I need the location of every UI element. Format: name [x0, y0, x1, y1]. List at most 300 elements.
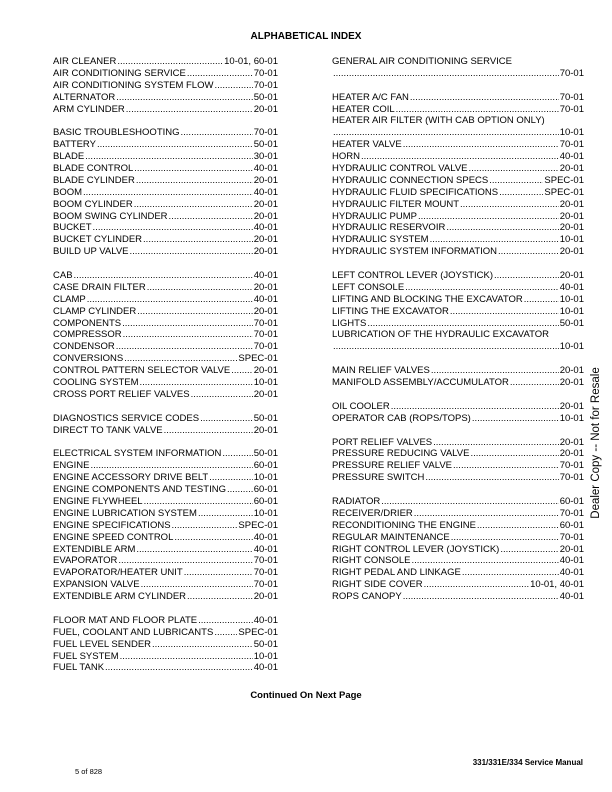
index-entry-label: FUEL LEVEL SENDER — [53, 638, 152, 650]
index-entry-label: CROSS PORT RELIEF VALVES — [53, 388, 190, 400]
index-entry — [332, 496, 584, 508]
index-entry-label: CONVERSIONS — [53, 353, 124, 365]
index-entry — [332, 92, 584, 104]
index-entry-label: PRESSURE RELIEF VALVE — [332, 460, 453, 472]
index-entry-page: SPEC-01 — [238, 353, 278, 365]
index-entry-label: ROPS CANOPY — [332, 591, 402, 603]
index-entry — [332, 460, 584, 472]
index-entry-label: ENGINE — [53, 460, 90, 472]
dot-leader — [174, 532, 252, 544]
index-entry-label: FLOOR MAT AND FLOOR PLATE — [53, 614, 198, 626]
index-entry — [332, 520, 584, 532]
index-entry — [53, 353, 278, 365]
index-entry — [53, 662, 278, 674]
index-entry-page: 70-01 — [559, 507, 584, 519]
dot-leader — [499, 187, 543, 199]
index-entry — [332, 341, 584, 353]
index-entry-label: ENGINE LUBRICATION SYSTEM — [53, 507, 197, 519]
index-entry-page: 70-01 — [253, 555, 278, 567]
index-entry-label: FUEL SYSTEM — [53, 650, 119, 662]
dot-leader — [462, 567, 559, 579]
index-entry — [53, 448, 278, 460]
index-entry-label: ENGINE SPEED CONTROL — [53, 531, 174, 543]
index-entry — [53, 651, 278, 663]
index-entry-label: RECONDITIONING THE ENGINE — [332, 519, 476, 531]
index-entry-page: 70-01 — [559, 472, 584, 484]
index-entry — [53, 92, 278, 104]
index-entry-label: MAIN RELIEF VALVES — [332, 365, 430, 377]
index-entry-label: ALTERNATOR — [53, 91, 116, 103]
index-entry — [332, 199, 584, 211]
index-entry-label: BLADE — [53, 151, 85, 163]
index-entry-label: CASE DRAIN FILTER — [53, 281, 146, 293]
dot-leader — [222, 448, 252, 460]
index-entry — [53, 80, 278, 92]
index-entry-page: 50-01 — [253, 412, 278, 424]
index-entry-page: 40-01 — [253, 222, 278, 234]
index-entry — [53, 234, 278, 246]
index-entry-page: 70-01 — [559, 460, 584, 472]
index-entry — [332, 151, 584, 163]
dot-leader — [122, 318, 253, 330]
index-entry — [53, 532, 278, 544]
dot-leader — [123, 329, 253, 341]
index-entry-page: 70-01 — [253, 127, 278, 139]
index-entry-label: CONDENSOR — [53, 341, 115, 353]
dot-leader — [381, 496, 558, 508]
index-entry — [53, 329, 278, 341]
index-entry-label: LIFTING AND BLOCKING THE EXCAVATOR — [332, 293, 523, 305]
index-entry-label: HEATER VALVE — [332, 139, 402, 151]
index-entry-page: 20-01 — [253, 210, 278, 222]
dot-leader — [144, 496, 253, 508]
index-entry-page: 10-01 — [559, 412, 584, 424]
index-entry-page: 40-01 — [559, 151, 584, 163]
index-entry-page: 40-01 — [559, 567, 584, 579]
index-entry — [53, 139, 278, 151]
index-entry — [332, 139, 584, 151]
dot-leader — [181, 127, 253, 139]
index-entry-label: RECEIVER/DRIER — [332, 507, 413, 519]
dot-leader — [489, 175, 543, 187]
index-entry-page: 70-01 — [559, 139, 584, 151]
dot-leader — [431, 365, 559, 377]
index-entry-page: 10-01 — [253, 507, 278, 519]
index-entry-page: 70-01 — [559, 531, 584, 543]
index-entry-page: 20-01 — [559, 210, 584, 222]
index-entry — [53, 496, 278, 508]
index-entry-page: 20-01 — [253, 198, 278, 210]
index-entry-page: 40-01 — [253, 293, 278, 305]
index-entry-page: 70-01 — [253, 567, 278, 579]
dot-leader — [134, 199, 253, 211]
index-entry — [53, 222, 278, 234]
index-entry-page: 40-01 — [559, 281, 584, 293]
index-entry-page: 10-01 — [559, 293, 584, 305]
index-entry-label: CLAMP CYLINDER — [53, 305, 137, 317]
index-entry-page: 10-01, 60-01 — [224, 56, 278, 67]
index-entry-page: 20-01 — [559, 198, 584, 210]
dot-leader — [214, 627, 237, 639]
dot-leader — [93, 222, 253, 234]
index-entry — [332, 508, 584, 520]
index-entry — [332, 56, 584, 68]
dot-leader — [118, 555, 252, 567]
dot-leader — [124, 353, 237, 365]
index-entry — [332, 591, 584, 603]
index-entry — [53, 508, 278, 520]
index-entry — [332, 234, 584, 246]
index-entry — [332, 579, 584, 591]
index-entry — [332, 211, 584, 223]
index-entry-page: 40-01 — [253, 186, 278, 198]
dot-leader — [414, 508, 559, 520]
dot-leader — [524, 294, 559, 306]
index-gap — [53, 401, 278, 413]
index-entry — [332, 115, 584, 127]
dot-leader — [136, 175, 253, 187]
index-entry — [332, 246, 584, 258]
index-entry — [332, 472, 584, 484]
index-entry — [332, 127, 584, 139]
index-entry-page: 20-01 — [559, 377, 584, 389]
index-entry-label: OIL COOLER — [332, 400, 390, 412]
continued-note: Continued On Next Page — [250, 690, 362, 701]
index-entry-label: CONTROL PATTERN SELECTOR VALVE — [53, 365, 231, 377]
index-entry — [53, 579, 278, 591]
index-entry-page: 20-01 — [559, 246, 584, 258]
dot-leader — [333, 68, 559, 80]
index-entry — [53, 56, 278, 68]
index-entry-page: 10-01 — [559, 127, 584, 139]
index-entry — [332, 282, 584, 294]
index-entry — [53, 520, 278, 532]
index-entry-page: 60-01 — [559, 519, 584, 531]
index-entry — [332, 532, 584, 544]
index-entry-page: 60-01 — [253, 495, 278, 507]
index-entry — [53, 294, 278, 306]
index-entry-page: 10-01 — [559, 234, 584, 246]
index-entry-label: RIGHT CONTROL LEVER (JOYSTICK) — [332, 543, 500, 555]
dot-leader — [510, 377, 559, 389]
index-entry-label: DIAGNOSTICS SERVICE CODES — [53, 412, 200, 424]
index-entry — [53, 425, 278, 437]
index-entry-page: 40-01 — [253, 163, 278, 175]
index-entry-page: 10-01 — [559, 305, 584, 317]
dot-leader — [83, 187, 253, 199]
dot-leader — [187, 591, 253, 603]
index-entry — [53, 365, 278, 377]
dot-leader — [74, 270, 253, 282]
index-entry-page: SPEC-01 — [544, 186, 584, 198]
dot-leader — [116, 92, 252, 104]
dot-leader — [143, 234, 253, 246]
index-entry-label: HYDRAULIC CONTROL VALVE — [332, 163, 468, 175]
dot-leader — [333, 341, 559, 353]
index-entry-label: CLAMP — [53, 293, 86, 305]
index-entry — [53, 413, 278, 425]
index-entry-page: 70-01 — [253, 329, 278, 341]
index-entry-label: HYDRAULIC SYSTEM INFORMATION — [332, 246, 498, 258]
index-entry-label: EXPANSION VALVE — [53, 579, 140, 591]
dot-leader — [164, 425, 253, 437]
index-entry-label: BOOM — [53, 186, 83, 198]
index-entry — [332, 401, 584, 413]
index-gap — [332, 353, 584, 365]
index-entry-label: LIGHTS — [332, 317, 367, 329]
index-entry — [332, 187, 584, 199]
index-entry-label: ENGINE SPECIFICATIONS — [53, 519, 171, 531]
index-entry-page: 20-01 — [253, 174, 278, 186]
dot-leader — [120, 651, 253, 663]
dot-leader — [425, 472, 558, 484]
index-column-left — [53, 56, 278, 674]
index-entry-page: 10-01 — [253, 472, 278, 484]
index-entry-page: 50-01 — [253, 91, 278, 103]
index-entry-page: 50-01 — [253, 139, 278, 151]
index-entry-page: 20-01 — [559, 222, 584, 234]
dot-leader — [367, 318, 558, 330]
index-entry-label: HORN — [332, 151, 360, 163]
index-entry-page: 20-01 — [253, 424, 278, 436]
index-entry-page: 20-01 — [559, 270, 584, 282]
index-entry-page: 10-01, 40-01 — [530, 579, 584, 591]
index-entry-label: RADIATOR — [332, 495, 381, 507]
index-entry-label: LIFTING THE EXCAVATOR — [332, 305, 449, 317]
dot-leader — [494, 270, 559, 282]
index-entry — [53, 318, 278, 330]
index-entry-page: 20-01 — [559, 448, 584, 460]
index-entry-label: AIR CLEANER — [53, 56, 117, 67]
index-entry — [332, 104, 584, 116]
index-entry-label: BATTERY — [53, 139, 96, 151]
index-entry — [53, 306, 278, 318]
index-entry-label: RIGHT PEDAL AND LINKAGE — [332, 567, 461, 579]
index-entry-label: BOOM CYLINDER — [53, 198, 133, 210]
index-entry — [53, 460, 278, 472]
index-entry-page: 70-01 — [559, 103, 584, 115]
index-entry-page: 20-01 — [559, 436, 584, 448]
index-entry-label: BUILD UP VALVE — [53, 246, 129, 258]
index-entry — [53, 127, 278, 139]
index-entry — [332, 270, 584, 282]
dot-leader — [152, 639, 253, 651]
index-entry-page: 40-01 — [253, 662, 278, 674]
index-entry-label: ENGINE FLYWHEEL — [53, 495, 143, 507]
index-entry-label: AIR CONDITIONING SYSTEM FLOW — [53, 79, 214, 91]
index-entry-label: RIGHT CONSOLE — [332, 555, 411, 567]
dot-leader — [470, 448, 558, 460]
index-entry — [53, 211, 278, 223]
index-entry-page: 20-01 — [559, 163, 584, 175]
dot-leader — [472, 413, 559, 425]
index-entry-page: 60-01 — [559, 495, 584, 507]
index-entry-page: 70-01 — [559, 67, 584, 79]
index-entry-page: 20-01 — [253, 281, 278, 293]
dot-leader — [460, 199, 559, 211]
dot-leader — [453, 460, 559, 472]
index-entry — [53, 377, 278, 389]
dot-leader — [469, 163, 559, 175]
index-entry-label: HYDRAULIC RESERVOIR — [332, 222, 446, 234]
dot-leader — [403, 139, 559, 151]
index-entry-label: EVAPORATOR/HEATER UNIT — [53, 567, 183, 579]
index-entry-label: EVAPORATOR — [53, 555, 118, 567]
index-entry — [332, 555, 584, 567]
dot-leader — [116, 341, 253, 353]
index-entry-label: OPERATOR CAB (ROPS/TOPS) — [332, 412, 471, 424]
index-entry-page: 70-01 — [253, 579, 278, 591]
index-entry-label: LUBRICATION OF THE HYDRAULIC EXCAVATOR — [332, 329, 549, 341]
index-entry — [332, 163, 584, 175]
dot-leader — [97, 139, 253, 151]
manual-title: 331/331E/334 Service Manual — [472, 758, 583, 767]
index-gap — [53, 115, 278, 127]
index-entry-label: HYDRAULIC PUMP — [332, 210, 417, 222]
dot-leader — [126, 104, 253, 116]
index-entry-page: 20-01 — [253, 365, 278, 377]
dot-leader — [134, 163, 252, 175]
index-entry-label: HEATER COIL — [332, 103, 395, 115]
dot-leader — [172, 520, 238, 532]
index-entry — [53, 68, 278, 80]
index-entry-label: FUEL, COOLANT AND LUBRICANTS — [53, 626, 214, 638]
dot-leader — [184, 567, 253, 579]
index-entry-page: SPEC-01 — [238, 626, 278, 638]
index-entry-page: 40-01 — [253, 270, 278, 282]
index-entry-page: 40-01 — [253, 531, 278, 543]
index-entry-label: PRESSURE REDUCING VALVE — [332, 448, 470, 460]
index-entry-page: 70-01 — [253, 341, 278, 353]
index-entry — [53, 472, 278, 484]
index-gap — [332, 80, 584, 92]
index-entry-page: 50-01 — [253, 448, 278, 460]
index-entry-label: EXTENDIBLE ARM CYLINDER — [53, 591, 187, 603]
dot-leader — [198, 508, 253, 520]
dot-leader — [450, 306, 559, 318]
index-entry-page: 10-01 — [559, 341, 584, 353]
index-entry-label: HYDRAULIC CONNECTION SPECS — [332, 174, 489, 186]
index-entry-label: REGULAR MAINTENANCE — [332, 531, 450, 543]
index-entry-label: BUCKET — [53, 222, 92, 234]
index-entry — [53, 151, 278, 163]
index-entry — [53, 627, 278, 639]
index-entry-label: LEFT CONSOLE — [332, 281, 405, 293]
dot-leader — [500, 544, 558, 556]
index-entry — [53, 555, 278, 567]
index-entry-page: 20-01 — [253, 234, 278, 246]
index-entry-label: BOOM SWING CYLINDER — [53, 210, 168, 222]
dot-leader — [403, 591, 559, 603]
index-entry-page: 40-01 — [253, 543, 278, 555]
index-entry-page: 60-01 — [253, 460, 278, 472]
index-entry — [53, 567, 278, 579]
index-entry-page: 20-01 — [559, 543, 584, 555]
dot-leader — [396, 104, 559, 116]
index-entry-page: 10-01 — [253, 650, 278, 662]
index-entry — [332, 544, 584, 556]
dot-leader — [405, 282, 559, 294]
dot-leader — [169, 211, 253, 223]
index-entry — [53, 484, 278, 496]
index-entry-label: RIGHT SIDE COVER — [332, 579, 423, 591]
page-title: ALPHABETICAL INDEX — [250, 31, 362, 42]
dot-leader — [411, 555, 558, 567]
index-entry — [332, 175, 584, 187]
index-entry-label: HEATER A/C FAN — [332, 91, 409, 103]
index-entry — [53, 175, 278, 187]
index-entry-page: SPEC-01 — [238, 519, 278, 531]
index-entry-label: BUCKET CYLINDER — [53, 234, 143, 246]
dot-leader — [410, 92, 559, 104]
index-entry-page: 70-01 — [253, 67, 278, 79]
dot-leader — [361, 151, 559, 163]
index-entry — [53, 104, 278, 116]
index-entry-label: HEATER AIR FILTER (WITH CAB OPTION ONLY) — [332, 115, 545, 127]
dot-leader — [105, 662, 253, 674]
index-entry — [53, 270, 278, 282]
index-entry-label: AIR CONDITIONING SERVICE — [53, 67, 186, 79]
dot-leader — [446, 222, 558, 234]
index-entry — [53, 282, 278, 294]
dot-leader — [198, 615, 253, 627]
index-entry-label: FUEL TANK — [53, 662, 105, 674]
index-entry-page: 50-01 — [559, 317, 584, 329]
index-entry — [53, 199, 278, 211]
dot-leader — [87, 294, 253, 306]
index-entry-label: BASIC TROUBLESHOOTING — [53, 127, 180, 139]
index-column-right — [332, 56, 584, 603]
index-entry — [332, 437, 584, 449]
index-entry — [332, 567, 584, 579]
dot-leader — [187, 68, 253, 80]
index-entry-label: DIRECT TO TANK VALVE — [53, 424, 163, 436]
index-entry-label: GENERAL AIR CONDITIONING SERVICE — [332, 56, 513, 67]
dot-leader — [200, 413, 253, 425]
dot-leader — [333, 127, 559, 139]
index-entry-label: EXTENDIBLE ARM — [53, 543, 136, 555]
index-entry — [332, 294, 584, 306]
index-entry-page: 30-01 — [253, 151, 278, 163]
dot-leader — [191, 389, 253, 401]
index-entry-page: 20-01 — [253, 246, 278, 258]
index-entry-label: HYDRAULIC FLUID SPECIFICATIONS — [332, 186, 499, 198]
dot-leader — [130, 246, 253, 258]
dot-leader — [430, 234, 559, 246]
dot-leader — [433, 437, 559, 449]
index-gap — [332, 484, 584, 496]
page-count: 5 of 828 — [75, 767, 103, 776]
index-entry — [53, 163, 278, 175]
index-gap — [53, 603, 278, 615]
dot-leader — [136, 544, 252, 556]
dot-leader — [147, 282, 253, 294]
index-entry — [53, 544, 278, 556]
index-entry-page: 40-01 — [253, 614, 278, 626]
index-entry — [332, 68, 584, 80]
dot-leader — [214, 80, 252, 92]
index-entry — [332, 377, 584, 389]
index-entry — [332, 448, 584, 460]
dot-leader — [209, 472, 252, 484]
index-entry-page: 20-01 — [253, 305, 278, 317]
index-entry-page: 70-01 — [253, 79, 278, 91]
index-entry-label: BLADE CONTROL — [53, 163, 134, 175]
index-entry-page: 40-01 — [559, 555, 584, 567]
index-entry-label: ENGINE COMPONENTS AND TESTING — [53, 484, 226, 496]
index-gap — [332, 258, 584, 270]
index-entry-page: SPEC-01 — [544, 174, 584, 186]
